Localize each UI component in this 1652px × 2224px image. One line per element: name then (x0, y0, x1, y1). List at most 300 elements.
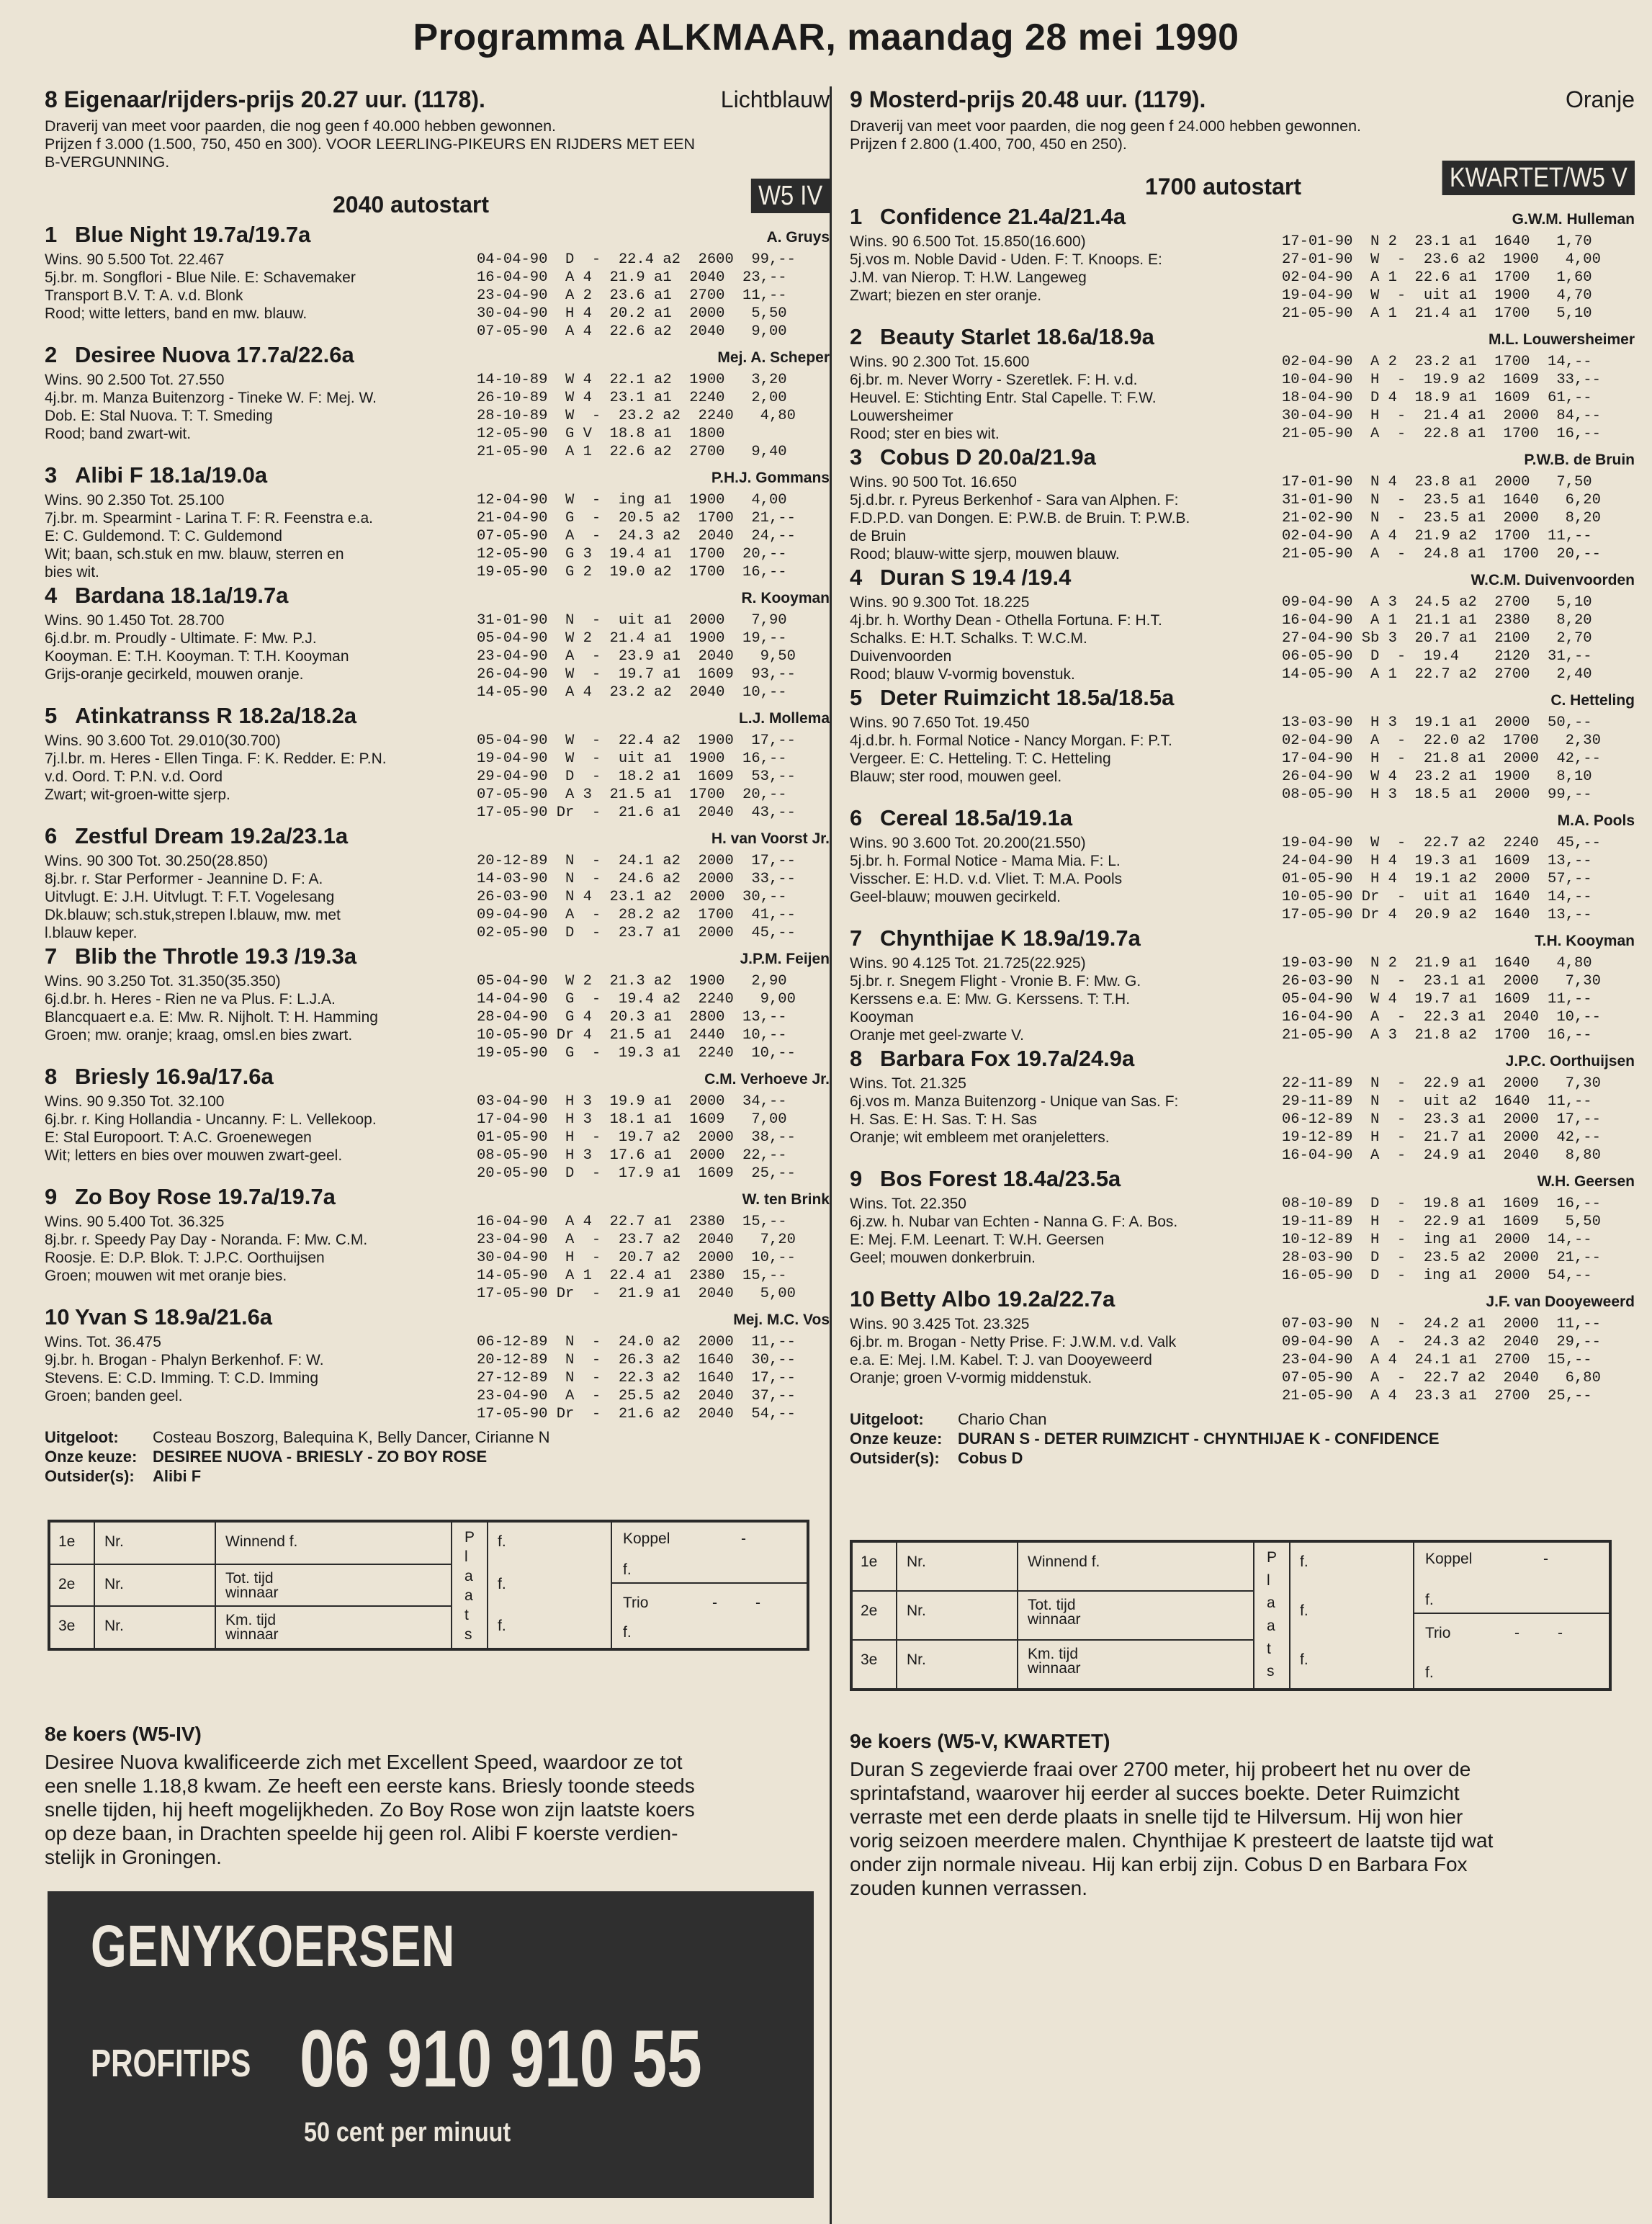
horse-info-line: 5j.br. h. Formal Notice - Mama Mia. F: L. (850, 853, 1121, 869)
result-line: 06-12-89 N - 24.0 a2 2000 11,-- (477, 1334, 796, 1350)
result-line: 17-05-90 Dr - 21.6 a2 2040 54,-- (477, 1406, 796, 1422)
result-line: 21-05-90 A 1 22.6 a2 2700 9,40 (477, 444, 787, 460)
horse-header (45, 823, 830, 852)
ad-phone-number: 06 910 910 55 (300, 2014, 702, 2104)
result-line: 07-05-90 A 3 21.5 a1 1700 20,-- (477, 786, 787, 803)
total-time-winner-label: winnaar (1028, 1611, 1081, 1628)
horse-info-line: E: Stal Europoort. T: A.C. Groenewegen (45, 1129, 312, 1146)
result-line: 13-03-90 H 3 19.1 a1 2000 50,-- (1282, 714, 1592, 731)
horse-entry (850, 324, 1635, 443)
result-line: 24-04-90 H 4 19.3 a1 1609 13,-- (1282, 853, 1592, 869)
result-line: 01-05-90 H 4 19.1 a2 2000 57,-- (1282, 871, 1592, 887)
horse-results (1282, 834, 1601, 924)
horse-header (850, 324, 1635, 353)
outsiders-value: Alibi F (153, 1467, 202, 1485)
total-time-label: Tot. tijd (1028, 1597, 1076, 1613)
horse-info-line: Groen; banden geel. (45, 1388, 183, 1404)
horse-name (45, 462, 267, 488)
horse-trainer: Mej. A. Scheper (717, 349, 830, 366)
horse-info-line: Wins. 90 9.300 Tot. 18.225 (850, 594, 1030, 611)
horse-info-line: Blauw; ster rood, mouwen geel. (850, 768, 1062, 785)
scratched-row (850, 1409, 1635, 1429)
nr-label: Nr. (907, 1602, 926, 1619)
result-line: 29-04-90 D - 18.2 a1 1609 53,-- (477, 768, 796, 785)
horse-number: 8 (45, 1064, 58, 1089)
horse-info (850, 233, 1282, 323)
horse-number: 3 (850, 444, 863, 470)
result-line: 07-05-90 A - 24.3 a2 2040 24,-- (477, 528, 796, 544)
result-line: 23-04-90 A - 23.9 a1 2040 9,50 (477, 648, 796, 665)
result-line: 19-05-90 G 2 19.0 a2 1700 16,-- (477, 564, 787, 580)
horse-body (850, 1315, 1635, 1405)
comment-line: sprintafstand, waarover hij eerder al succes boekte. Deter Ruimzicht (850, 1782, 1460, 1804)
horse-name (850, 1166, 1121, 1192)
horse-info-line: 5j.br. r. Snegem Flight - Vronie B. F: Mw. G. (850, 973, 1141, 990)
horse-info-line: F.D.P.D. van Dongen. E: P.W.B. de Bruin. T: P.W.B. (850, 510, 1190, 526)
race-condition-line: Prijzen f 3.000 (1.500, 750, 450 en 300). VOOR LEERLING-PIKEURS EN RIJDERS MET EEN (45, 135, 695, 153)
race-summary (850, 1409, 1635, 1468)
result-line: 09-04-90 A - 28.2 a2 1700 41,-- (477, 907, 796, 923)
horse-name (850, 925, 1141, 951)
ad-brand: GENYKOERSEN (91, 1914, 456, 1979)
horse-trainer: J.P.C. Oorthuijsen (1505, 1053, 1635, 1070)
result-line: 19-05-90 G - 19.3 a1 2240 10,-- (477, 1045, 796, 1062)
result-line: 23-04-90 A 2 23.6 a1 2700 11,-- (477, 287, 787, 304)
result-slip (48, 1520, 809, 1651)
horse-info-line: Wins. 90 3.425 Tot. 23.325 (850, 1316, 1030, 1332)
our-choice-row (45, 1447, 830, 1466)
horse-header (850, 1286, 1635, 1315)
horse-info (850, 1195, 1282, 1285)
horse-number: 4 (850, 565, 863, 590)
result-line: 17-01-90 N 2 23.1 a1 1640 1,70 (1282, 233, 1592, 250)
horse-header (850, 685, 1635, 714)
place-letter: l (1267, 1571, 1270, 1589)
trio-dash: - (1514, 1624, 1519, 1641)
result-line: 12-05-90 G 3 19.4 a1 1700 20,-- (477, 546, 787, 562)
km-time-winner-label: winnaar (1028, 1660, 1081, 1677)
page-title: Programma ALKMAAR, maandag 28 mei 1990 (413, 17, 1239, 58)
horse-info-line: v.d. Oord. T: P.N. v.d. Oord (45, 768, 223, 785)
race-title: 9 Mosterd-prijs 20.48 uur. (1179). (850, 86, 1206, 112)
horse-number: 7 (850, 925, 863, 951)
horse-results (477, 491, 796, 581)
place-letter: P (464, 1529, 475, 1546)
horse-trainer: R. Kooyman (741, 590, 830, 606)
horse-info-line: Transport B.V. T: A. v.d. Blonk (45, 287, 243, 304)
result-line: 28-10-89 W - 23.2 a2 2240 4,80 (477, 408, 796, 424)
horse-info-line: 6j.br. m. Never Worry - Szeretlek. F: H. v.d. (850, 372, 1138, 388)
rank-label: 1e (861, 1553, 878, 1570)
horse-info-line: l.blauw keper. (45, 925, 138, 941)
horse-trainer: J.F. van Dooyeweerd (1486, 1293, 1635, 1310)
result-line: 23-04-90 A - 23.7 a2 2040 7,20 (477, 1232, 796, 1248)
horse-info-line: Wins. Tot. 21.325 (850, 1075, 966, 1092)
result-line: 03-04-90 H 3 19.9 a1 2000 34,-- (477, 1093, 787, 1110)
horse-name (45, 1304, 272, 1330)
horse-name (45, 342, 354, 368)
ad-rate: 50 cent per minuut (304, 2117, 511, 2148)
horse-header (850, 444, 1635, 473)
horse-results (1282, 1195, 1601, 1285)
result-line: 31-01-90 N - 23.5 a1 1640 6,20 (1282, 492, 1601, 508)
koppel-dash: - (741, 1530, 746, 1547)
horse-info-line: Grijs-oranje gecirkeld, mouwen oranje. (45, 666, 304, 683)
horse-entry (45, 342, 830, 461)
horse-info-line: Wins. 90 9.350 Tot. 32.100 (45, 1093, 225, 1110)
horse-info-line: Rood; band zwart-wit. (45, 426, 192, 442)
horse-info-line: Duivenvoorden (850, 648, 952, 665)
result-line: 07-03-90 N - 24.2 a1 2000 11,-- (1282, 1316, 1601, 1332)
koppel-label: Koppel (623, 1530, 670, 1547)
horse-results (1282, 954, 1601, 1044)
winning-label: Winnend f. (1028, 1553, 1100, 1570)
horse-info-line: Dk.blauw; sch.stuk,strepen l.blauw, mw. met (45, 907, 341, 923)
outsiders-value: Cobus D (958, 1449, 1023, 1467)
horse-info-line: Groen; mw. oranje; kraag, omsl.en bies zwart. (45, 1027, 353, 1044)
slip-cell (611, 1583, 807, 1649)
horse-info-line: Oranje; wit embleem met oranjeletters. (850, 1129, 1110, 1146)
horse-info-line: Wins. 90 500 Tot. 16.650 (850, 474, 1017, 490)
result-line: 17-01-90 N 4 23.8 a1 2000 7,50 (1282, 474, 1592, 490)
race-comment (850, 1757, 1493, 1900)
place-letter: t (464, 1607, 469, 1623)
horse-info-line: 8j.br. r. Speedy Pay Day - Noranda. F: Mw. C.M. (45, 1232, 368, 1248)
horse-info-line: de Bruin (850, 528, 907, 544)
our-choice-row (850, 1429, 1635, 1448)
race-comment (45, 1750, 695, 1869)
horse-name (45, 823, 348, 849)
horse-entry (45, 703, 830, 822)
horse-trainer: P.H.J. Gommans (711, 470, 830, 486)
horse-number: 2 (45, 342, 58, 367)
horse-header (45, 1064, 830, 1093)
race-distance: 2040 autostart (333, 192, 489, 218)
horse-name-text: Zo Boy Rose 19.7a/19.7a (75, 1184, 336, 1209)
horse-info (45, 1213, 477, 1303)
horse-body (850, 834, 1635, 924)
result-line: 23-04-90 A - 25.5 a2 2040 37,-- (477, 1388, 796, 1404)
result-line: 17-05-90 Dr 4 20.9 a2 1640 13,-- (1282, 907, 1592, 923)
comment-line: onder zijn normale niveau. Hij kan erbij zijn. Cobus D en Barbara Fox (850, 1853, 1468, 1875)
result-line: 20-12-89 N - 26.3 a2 1640 30,-- (477, 1352, 796, 1368)
result-line: 06-12-89 N - 23.3 a1 2000 17,-- (1282, 1111, 1601, 1128)
result-line: 14-05-90 A 4 23.2 a2 2040 10,-- (477, 684, 787, 701)
horse-number: 8 (850, 1046, 863, 1071)
horse-header (850, 925, 1635, 954)
horse-info (850, 593, 1282, 683)
result-line: 02-04-90 A 2 23.2 a1 1700 14,-- (1282, 354, 1592, 370)
result-line: 07-05-90 A 4 22.6 a2 2040 9,00 (477, 323, 787, 340)
result-line: 16-04-90 A 1 21.1 a1 2380 8,20 (1282, 612, 1592, 629)
horse-info-line: Stevens. E: C.D. Imming. T: C.D. Imming (45, 1370, 319, 1386)
result-line: 10-12-89 H - ing a1 2000 14,-- (1282, 1232, 1592, 1248)
horse-trainer: J.P.M. Feijen (740, 951, 830, 967)
horse-info-line: Rood; blauw-witte sjerp, mouwen blauw. (850, 546, 1120, 562)
result-line: 09-04-90 A 3 24.5 a2 2700 5,10 (1282, 594, 1592, 611)
result-line: 16-05-90 D - ing a1 2000 54,-- (1282, 1268, 1592, 1284)
result-line: 17-05-90 Dr - 21.6 a1 2040 43,-- (477, 804, 796, 821)
horse-results (1282, 233, 1601, 323)
horse-header (850, 1166, 1635, 1195)
horse-entry (850, 1286, 1635, 1405)
horse-info-line: Wins. 90 2.300 Tot. 15.600 (850, 354, 1030, 370)
place-letter: s (1267, 1663, 1275, 1680)
result-line: 08-05-90 H 3 17.6 a1 2000 22,-- (477, 1147, 787, 1164)
result-line: 21-02-90 N - 23.5 a1 2000 8,20 (1282, 510, 1601, 526)
result-line: 16-04-90 A - 24.9 a1 2040 8,80 (1282, 1147, 1601, 1164)
horse-results (1282, 714, 1601, 804)
horse-body (45, 972, 830, 1062)
result-line: 05-04-90 W - 22.4 a2 1900 17,-- (477, 732, 796, 749)
horse-results (477, 1213, 796, 1303)
horse-name-text: Bos Forest 18.4a/23.5a (880, 1166, 1121, 1191)
horse-info-line: 6j.zw. h. Nubar van Echten - Nanna G. F: A. Bos. (850, 1214, 1178, 1230)
horse-info-line: Kooyman. E: T.H. Kooyman. T: T.H. Kooyman (45, 648, 349, 665)
place-letter: s (464, 1626, 472, 1643)
horse-body (45, 371, 830, 461)
race-comment-title: 9e koers (W5-V, KWARTET) (850, 1730, 1110, 1752)
horse-name-text: Cereal 18.5a/19.1a (880, 805, 1073, 830)
horse-body (45, 251, 830, 341)
horse-info-line: Groen; mouwen wit met oranje bies. (45, 1268, 287, 1284)
comment-line: Duran S zegevierde fraai over 2700 meter, hij probeert het nu over de (850, 1758, 1471, 1780)
horse-info-line: Visscher. E: H.D. v.d. Vliet. T: M.A. Pools (850, 871, 1123, 887)
horse-number: 1 (850, 204, 863, 229)
trio-dash: - (712, 1595, 717, 1612)
km-time-label: Km. tijd (1028, 1646, 1079, 1662)
result-line: 09-04-90 A - 24.3 a2 2040 29,-- (1282, 1334, 1601, 1350)
result-line: 26-04-90 W - 19.7 a1 1609 93,-- (477, 666, 796, 683)
horse-trainer: G.W.M. Hulleman (1512, 211, 1635, 228)
horse-info-line: 8j.br. r. Star Performer - Jeannine D. F: A. (45, 871, 323, 887)
horse-info-line: 6j.br. m. Brogan - Netty Prise. F: J.W.M. v.d. Valk (850, 1334, 1177, 1350)
horse-info-line: Wins. 90 1.450 Tot. 28.700 (45, 612, 225, 629)
horse-info (850, 1315, 1282, 1405)
scratched-label: Uitgeloot: (45, 1428, 119, 1446)
result-line: 29-11-89 N - uit a2 1640 11,-- (1282, 1093, 1592, 1110)
trio-dash: - (755, 1595, 760, 1612)
horse-info-line: 5j.d.br. r. Pyreus Berkenhof - Sara van Alphen. F: (850, 492, 1179, 508)
comment-line: snelle tijden, hij heeft mogelijkheden. Zo Boy Rose won zijn laatste koers (45, 1798, 695, 1821)
race-condition-line: Prijzen f 2.800 (1.400, 700, 450 en 250). (850, 135, 1127, 153)
horse-info-line: 7j.br. m. Spearmint - Larina T. F: R. Feenstra e.a. (45, 510, 373, 526)
result-line: 26-03-90 N 4 23.1 a2 2000 30,-- (477, 889, 787, 905)
result-line: 17-04-90 H - 21.8 a1 2000 42,-- (1282, 750, 1601, 767)
horse-info-line: Wins. 90 3.600 Tot. 20.200(21.550) (850, 835, 1086, 851)
koppel-label: Koppel (1425, 1551, 1473, 1567)
horse-entry (45, 943, 830, 1062)
result-line: 17-05-90 Dr - 21.9 a1 2040 5,00 (477, 1286, 796, 1302)
horse-results (477, 611, 796, 701)
comment-line: vorig seizoen meerdere malen. Chynthijae K presteert de laatste tijd wat (850, 1829, 1494, 1852)
horse-info-line: 7j.l.br. m. Heres - Ellen Tinga. F: K. Redder. E: P.N. (45, 750, 387, 767)
horse-entry (850, 444, 1635, 563)
horse-body (850, 593, 1635, 683)
horse-name (850, 324, 1154, 350)
place-letter: a (464, 1587, 473, 1604)
horse-body (850, 233, 1635, 323)
horse-name-text: Alibi F 18.1a/19.0a (75, 462, 268, 488)
race-title: 8 Eigenaar/rijders-prijs 20.27 uur. (1178). (45, 86, 485, 112)
horse-body (45, 611, 830, 701)
horse-name-text: Duran S 19.4 /19.4 (880, 565, 1072, 590)
trio-f-label: f. (1425, 1664, 1434, 1681)
horse-info-line: Wins. 90 2.500 Tot. 27.550 (45, 372, 225, 388)
horse-results (1282, 593, 1592, 683)
result-line: 07-05-90 A - 22.7 a2 2040 6,80 (1282, 1370, 1601, 1386)
horse-name (850, 565, 1071, 591)
horse-info-line: Oranje; groen V-vormig middenstuk. (850, 1370, 1092, 1386)
horse-info-line: 4j.d.br. h. Formal Notice - Nancy Morgan. F: P.T. (850, 732, 1172, 749)
horse-results (1282, 473, 1601, 563)
horse-header (45, 462, 830, 491)
horse-body (850, 1075, 1635, 1165)
result-line: 28-04-90 G 4 20.3 a1 2800 13,-- (477, 1009, 787, 1026)
horse-name-text: Barbara Fox 19.7a/24.9a (880, 1046, 1135, 1071)
horse-entry (45, 222, 830, 341)
rank-label: 1e (58, 1533, 76, 1550)
horse-info-line: Wins. Tot. 36.475 (45, 1334, 161, 1350)
trio-label: Trio (1425, 1624, 1451, 1641)
race-conditions (850, 117, 1635, 153)
outsiders-row (45, 1466, 830, 1486)
result-line: 19-04-90 W - uit a1 1900 16,-- (477, 750, 787, 767)
horse-entry (850, 685, 1635, 804)
horse-results (477, 1093, 796, 1183)
comment-line: op deze baan, in Drachten speelde hij geen rol. Alibi F koerste verdien- (45, 1822, 678, 1844)
column-divider (830, 86, 832, 2224)
outsiders-label: Outsider(s): (850, 1449, 940, 1467)
horse-name-text: Desiree Nuova 17.7a/22.6a (75, 342, 354, 367)
horse-name-text: Blib the Throtle 19.3 /19.3a (75, 943, 357, 969)
horse-entry (45, 1304, 830, 1423)
result-line: 02-04-90 A - 22.0 a2 1700 2,30 (1282, 732, 1601, 749)
horse-name-text: Deter Ruimzicht 18.5a/18.5a (880, 685, 1175, 710)
horse-name (850, 444, 1096, 470)
result-line: 16-04-90 A - 22.3 a1 2040 10,-- (1282, 1009, 1601, 1026)
result-line: 02-04-90 A 4 21.9 a2 1700 11,-- (1282, 528, 1592, 544)
place-letter: a (464, 1568, 473, 1584)
nr-label: Nr. (907, 1651, 926, 1668)
comment-line: zouden kunnen verrassen. (850, 1877, 1087, 1899)
horse-entry (45, 462, 830, 581)
horse-info-line: Wins. 90 3.600 Tot. 29.010(30.700) (45, 732, 281, 749)
horse-info-line: 6j.d.br. h. Heres - Rien ne va Plus. F: L.J.A. (45, 991, 336, 1008)
scratched-label: Uitgeloot: (850, 1410, 924, 1428)
nr-label: Nr. (907, 1553, 926, 1570)
horse-info-line: Louwersheimer (850, 408, 953, 424)
horse-info (45, 732, 477, 822)
horse-header (45, 342, 830, 371)
horse-info-line: Wit; baan, sch.stuk en mw. blauw, sterren en (45, 546, 344, 562)
result-line: 16-04-90 A 4 21.9 a1 2040 23,-- (477, 269, 787, 286)
result-line: 19-04-90 W - uit a1 1900 4,70 (1282, 287, 1592, 304)
place-f-label: f. (498, 1533, 506, 1550)
bet-type-badge: W5 IV (750, 179, 830, 213)
result-line: 06-05-90 D - 19.4 2120 31,-- (1282, 648, 1592, 665)
result-line: 19-11-89 H - 22.9 a1 1609 5,50 (1282, 1214, 1601, 1230)
horse-trainer: P.W.B. de Bruin (1524, 452, 1635, 468)
horse-info-line: 4j.br. h. Worthy Dean - Othella Fortuna. F: H.T. (850, 612, 1162, 629)
horse-body (45, 852, 830, 942)
race-color: Oranje (1565, 86, 1635, 112)
horse-body (850, 714, 1635, 804)
horse-number: 9 (45, 1184, 58, 1209)
horse-body (850, 353, 1635, 443)
result-line: 02-04-90 A 1 22.6 a1 1700 1,60 (1282, 269, 1592, 286)
horse-info-line: Oranje met geel-zwarte V. (850, 1027, 1025, 1044)
horse-trainer: A. Gruys (766, 229, 830, 246)
comment-line: een snelle 1.18,8 kwam. Ze heeft een eerste kans. Briesly toonde steeds (45, 1775, 695, 1797)
horse-name (45, 222, 310, 248)
horse-info-line: bies wit. (45, 564, 99, 580)
ad-profitips: PROFITIPS (91, 2042, 251, 2085)
distance-row (45, 174, 830, 220)
km-time-winner-label: winnaar (225, 1626, 279, 1644)
scratched-value: Chario Chan (958, 1410, 1047, 1428)
result-line: 27-12-89 N - 22.3 a2 1640 17,-- (477, 1370, 796, 1386)
horse-name-text: Betty Albo 19.2a/22.7a (880, 1286, 1115, 1311)
horse-name (850, 805, 1072, 831)
horse-info-line: 6j.vos m. Manza Buitenzorg - Unique van Sas. F: (850, 1093, 1179, 1110)
horse-info-line: Kooyman (850, 1009, 914, 1026)
horse-info (850, 473, 1282, 563)
result-line: 19-12-89 H - 21.7 a1 2000 42,-- (1282, 1129, 1601, 1146)
race-8-column (45, 86, 830, 1486)
race-condition-line: Draverij van meet voor paarden, die nog geen f 24.000 hebben gewonnen. (850, 117, 1362, 135)
horse-header (850, 1046, 1635, 1075)
race-condition-line: Draverij van meet voor paarden, die nog geen f 40.000 hebben gewonnen. (45, 117, 557, 135)
our-choice-value: DURAN S - DETER RUIMZICHT - CHYNTHIJAE K - CONFIDENCE (958, 1430, 1440, 1448)
result-line: 05-04-90 W 2 21.3 a2 1900 2,90 (477, 973, 787, 990)
horse-info-line: E: C. Guldemond. T: C. Guldemond (45, 528, 282, 544)
result-line: 05-04-90 W 2 21.4 a1 1900 19,-- (477, 630, 787, 647)
horse-body (850, 1195, 1635, 1285)
horse-name (45, 1064, 274, 1090)
result-line: 21-05-90 A - 24.8 a1 1700 20,-- (1282, 546, 1601, 562)
result-line: 10-05-90 Dr - uit a1 1640 14,-- (1282, 889, 1592, 905)
comment-line: Desiree Nuova kwalificeerde zich met Excellent Speed, waardoor ze tot (45, 1751, 683, 1773)
genykoersen-ad (48, 1891, 814, 2198)
result-slip (850, 1540, 1612, 1691)
horse-results (477, 371, 796, 461)
distance-row (850, 156, 1635, 202)
horse-info-line: Wins. 90 2.350 Tot. 25.100 (45, 492, 225, 508)
horse-header (850, 805, 1635, 834)
horse-entry (850, 925, 1635, 1044)
horse-body (45, 1333, 830, 1423)
horse-header (850, 204, 1635, 233)
horse-number: 5 (850, 685, 863, 710)
horse-trainer: T.H. Kooyman (1535, 933, 1635, 949)
comment-line: stelijk in Groningen. (45, 1846, 222, 1868)
horse-header (45, 1184, 830, 1213)
koppel-f-label: f. (623, 1561, 632, 1579)
result-line: 08-10-89 D - 19.8 a1 1609 16,-- (1282, 1196, 1601, 1212)
our-choice-label: Onze keuze: (850, 1430, 943, 1448)
km-time-label: Km. tijd (225, 1612, 277, 1629)
nr-label: Nr. (104, 1618, 124, 1635)
result-line: 23-04-90 A 4 24.1 a1 2700 15,-- (1282, 1352, 1592, 1368)
result-line: 17-04-90 H 3 18.1 a1 1609 7,00 (477, 1111, 787, 1128)
horse-results (477, 1333, 796, 1423)
horse-info (850, 1075, 1282, 1165)
horse-info-line: Kerssens e.a. E: Mw. G. Kerssens. T: T.H. (850, 991, 1131, 1008)
horse-results (1282, 1075, 1601, 1165)
place-f-label: f. (1300, 1553, 1308, 1570)
outsiders-row (850, 1448, 1635, 1468)
